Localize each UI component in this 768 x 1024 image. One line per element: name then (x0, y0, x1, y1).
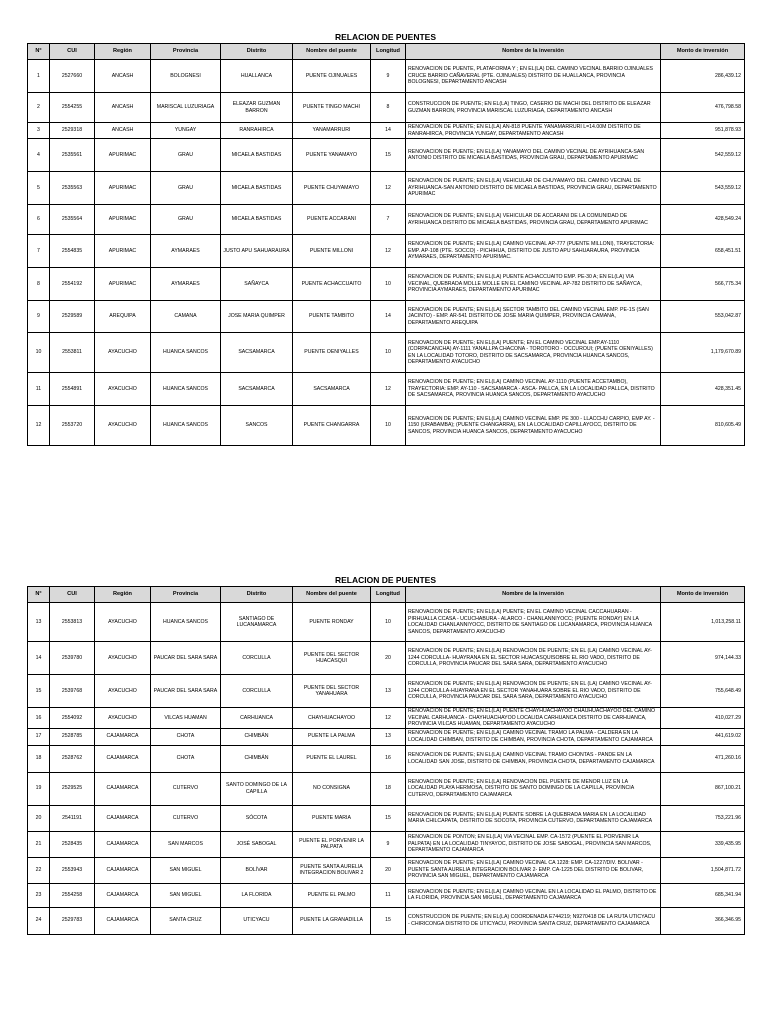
cell-amount: 658,451.51 (661, 235, 745, 268)
cell-region: CAJAMARCA (95, 805, 151, 831)
cell-province: CAMANA (151, 301, 221, 333)
cell-amount: 974,144.33 (661, 642, 745, 675)
cell-district: CORCULLA (221, 675, 293, 708)
cell-region: AYACUCHO (95, 333, 151, 373)
cell-district: MICAELA BASTIDAS (221, 139, 293, 172)
col-header-region: Región (95, 44, 151, 60)
cell-bridge-name: PUENTE EL PORVENIR LA PALPATA (293, 831, 371, 857)
cell-length: 11 (371, 883, 406, 907)
cell-number: 4 (28, 139, 50, 172)
cell-number: 22 (28, 857, 50, 883)
cell-cui: 2528762 (50, 745, 95, 772)
cell-district: MICAELA BASTIDAS (221, 172, 293, 205)
cell-bridge-name: PUENTE RONDAY (293, 603, 371, 642)
cell-district: LA FLORIDA (221, 883, 293, 907)
table-row (28, 406, 745, 446)
cell-number: 11 (28, 373, 50, 406)
cell-bridge-name: PUENTE ACHACCUAITO (293, 268, 371, 301)
cell-region: CAJAMARCA (95, 831, 151, 857)
cell-number: 12 (28, 406, 50, 446)
cell-district: UTICYACU (221, 907, 293, 934)
cell-amount: 685,341.94 (661, 883, 745, 907)
cell-investment-name: RENOVACION DE PUENTE; EN EL(LA) YANAMAYO DEL CAMINO VECINAL DE AYRIHUANCA-SAN ANTONIO DISTRITO DE MICAELA BASTIDAS, PROVINCIA GRAU, DEPARTAMENTO APURIMAC (406, 139, 661, 172)
col-header-district: Distrito (221, 44, 293, 60)
cell-region: APURIMAC (95, 235, 151, 268)
cell-amount: 441,619.02 (661, 728, 745, 745)
cell-investment-name: RENOVACION DE PUENTE; EN EL(LA) CAMINO VECINAL EN LA LOCALIDAD EL PALMO, DISTRITO DE LA FLORIDA, PROVINCIA SAN MIGUEL, DEPARTAMENTO CAJAMARCA (406, 883, 661, 907)
cell-length: 9 (371, 831, 406, 857)
cell-number: 16 (28, 708, 50, 729)
cell-length: 12 (371, 235, 406, 268)
cell-region: APURIMAC (95, 268, 151, 301)
cell-bridge-name: PUENTE DEL SECTOR YANAHUARA (293, 675, 371, 708)
cell-cui: 2554258 (50, 883, 95, 907)
cell-cui: 2554192 (50, 268, 95, 301)
cell-length: 20 (371, 642, 406, 675)
cell-province: GRAU (151, 139, 221, 172)
cell-amount: 543,559.12 (661, 172, 745, 205)
cell-bridge-name: PUENTE EL LAUREL (293, 745, 371, 772)
cell-region: AYACUCHO (95, 642, 151, 675)
cell-cui: 2535563 (50, 172, 95, 205)
cell-investment-name: RENOVACION DE PUENTE; EN EL(LA) PUENTE SOBRE LA QUEBRADA MARIA EN LA LOCALIDAD MARIA CHILCAPATA, DISTRITO DE SOCOTA, PROVINCIA CUTERVO, DEPARTAMENTO CAJAMARCA (406, 805, 661, 831)
cell-bridge-name: NO CONSIGNA (293, 772, 371, 805)
cell-investment-name: RENOVACION DE PUENTE; EN EL(LA) PUENTE ACHACCUAITO EMP. PE-30 A; EN EL(LA) VIA VECINAL, QUEBRADA MOLLE MOLLE EN EL CAMINO VECINAL AP-782 DISTRITO DE SAÑAYCA, PROVINCIA AYMARAES, DEPARTAMENTO APURIMAC (406, 268, 661, 301)
cell-cui: 2529318 (50, 123, 95, 139)
cell-district: BOLÍVAR (221, 857, 293, 883)
cell-cui: 2539768 (50, 675, 95, 708)
cell-length: 13 (371, 728, 406, 745)
cell-district: CHIMBÁN (221, 745, 293, 772)
cell-number: 23 (28, 883, 50, 907)
cell-province: HUANCA SANCOS (151, 373, 221, 406)
col-header-province: Provincia (151, 587, 221, 603)
cell-province: GRAU (151, 205, 221, 235)
cell-investment-name: RENOVACION DE PONTON; EN EL(LA) VIA VECINAL EMP. CA-1572 (PUENTE EL PORVENIR LA PALPATA) EN LA LOCALIDAD TINYAYOC, DISTRITO DE JOSE SABOGAL, PROVINCIA SAN MARCOS, DEPARTAMENTO CAJAMARCA (406, 831, 661, 857)
cell-region: CAJAMARCA (95, 728, 151, 745)
cell-amount: 339,435.95 (661, 831, 745, 857)
cell-amount: 471,260.16 (661, 745, 745, 772)
cell-amount: 366,346.95 (661, 907, 745, 934)
table-row (28, 205, 745, 235)
cell-province: VILCAS HUAMAN (151, 708, 221, 729)
cell-length: 15 (371, 805, 406, 831)
page-title: RELACION DE PUENTES (334, 575, 437, 585)
page-title: RELACION DE PUENTES (334, 32, 437, 42)
col-header-number: N° (28, 587, 50, 603)
cell-district: SAÑAYCA (221, 268, 293, 301)
cell-district: SANTO DOMINGO DE LA CAPILLA (221, 772, 293, 805)
cell-bridge-name: PUENTE CHANGARRA (293, 406, 371, 446)
cell-bridge-name: PUENTE DEL SECTOR HUACASQUI (293, 642, 371, 675)
cell-cui: 2553720 (50, 406, 95, 446)
cell-region: ANCASH (95, 123, 151, 139)
cell-province: SAN MIGUEL (151, 883, 221, 907)
cell-province: SAN MARCOS (151, 831, 221, 857)
cell-district: SÓCOTA (221, 805, 293, 831)
cell-bridge-name: YANAMARRURI (293, 123, 371, 139)
cell-cui: 2528435 (50, 831, 95, 857)
cell-amount: 810,605.49 (661, 406, 745, 446)
cell-province: PAUCAR DEL SARA SARA (151, 642, 221, 675)
cell-investment-name: RENOVACION DE PUENTE; EN EL(LA) PUENTE; EN EL CAMINO VECINAL CACCAHUARAN - PIRHUALLA CCASA - UCUCHABURA - ALARCO - CHANLANNIYOCC; (PUENTE RONDAY) EN LA LOCALIDAD CHANLANNIYOCC, DISTRITO DE SANTIAGO DE LUCANAMARCA, PROVINCIA HUANCA SANCOS, DEPARTAMENTO AYACUCHO (406, 603, 661, 642)
cell-cui: 2554255 (50, 93, 95, 123)
bridges-table (27, 43, 745, 446)
cell-number: 17 (28, 728, 50, 745)
cell-cui: 2527660 (50, 60, 95, 93)
cell-district: SACSAMARCA (221, 333, 293, 373)
table-row (28, 139, 745, 172)
cell-province: CHOTA (151, 745, 221, 772)
col-header-bridge-name: Nombre del puente (293, 44, 371, 60)
col-header-province: Provincia (151, 44, 221, 60)
cell-number: 3 (28, 123, 50, 139)
cell-number: 14 (28, 642, 50, 675)
cell-region: AYACUCHO (95, 373, 151, 406)
cell-length: 20 (371, 857, 406, 883)
cell-number: 21 (28, 831, 50, 857)
cell-amount: 951,878.93 (661, 123, 745, 139)
cell-amount: 542,559.12 (661, 139, 745, 172)
cell-investment-name: RENOVACION DE PUENTE; EN EL(LA) SECTOR TAMBITO DEL CAMINO VECINAL EMP. PE-1S (SAN JACINTO) - EMP. AR-541 DISTRITO DE JOSE MARIA QUIMPER, PROVINCIA CAMANA, DEPARTAMENTO AREQUIPA (406, 301, 661, 333)
cell-province: PAUCAR DEL SARA SARA (151, 675, 221, 708)
col-header-investment-name: Nombre de la inversión (406, 587, 661, 603)
cell-length: 14 (371, 301, 406, 333)
cell-bridge-name: PUENTE EL PALMO (293, 883, 371, 907)
cell-number: 6 (28, 205, 50, 235)
cell-province: HUANCA SANCOS (151, 406, 221, 446)
cell-province: MARISCAL LUZURIAGA (151, 93, 221, 123)
cell-length: 10 (371, 406, 406, 446)
cell-district: JUSTO APU SAHUARAURA (221, 235, 293, 268)
table-row (28, 907, 745, 934)
cell-investment-name: CONSTRUCCION DE PUENTE; EN EL(LA) TINGO, CASERIO DE MACHI DEL DISTRITO DE ELEAZAR GUZMAN BARRON, PROVINCIA MARISCAL LUZURIAGA, DEPARTAMENTO ANCASH (406, 93, 661, 123)
cell-district: CORCULLA (221, 642, 293, 675)
table-row (28, 675, 745, 708)
cell-length: 12 (371, 708, 406, 729)
cell-length: 13 (371, 675, 406, 708)
table-header (28, 587, 745, 603)
cell-district: CHIMBÁN (221, 728, 293, 745)
cell-district: SACSAMARCA (221, 373, 293, 406)
table-row (28, 642, 745, 675)
cell-number: 19 (28, 772, 50, 805)
cell-cui: 2539780 (50, 642, 95, 675)
cell-province: BOLOGNESI (151, 60, 221, 93)
cell-region: CAJAMARCA (95, 745, 151, 772)
cell-region: APURIMAC (95, 172, 151, 205)
table-row (28, 268, 745, 301)
cell-cui: 2554092 (50, 708, 95, 729)
cell-number: 20 (28, 805, 50, 831)
cell-region: AYACUCHO (95, 675, 151, 708)
cell-district: ELEAZAR GUZMAN BARRON (221, 93, 293, 123)
cell-cui: 2553813 (50, 603, 95, 642)
cell-district: SANTIAGO DE LUCANAMARCA (221, 603, 293, 642)
cell-bridge-name: SACSAMARCA (293, 373, 371, 406)
cell-district: RANRAHIRCA (221, 123, 293, 139)
col-header-length: Longitud (371, 44, 406, 60)
cell-cui: 2553943 (50, 857, 95, 883)
bridges-table (27, 586, 745, 935)
cell-cui: 2529783 (50, 907, 95, 934)
cell-number: 15 (28, 675, 50, 708)
table-header (28, 44, 745, 60)
table-row (28, 373, 745, 406)
cell-number: 18 (28, 745, 50, 772)
cell-cui: 2553811 (50, 333, 95, 373)
cell-length: 10 (371, 603, 406, 642)
cell-region: CAJAMARCA (95, 857, 151, 883)
cell-length: 8 (371, 93, 406, 123)
cell-investment-name: RENOVACION DE PUENTE; EN EL(LA) CAMINO VECINAL CA 1228: EMP. CA-1227/DIV. BOLIVAR - PUENTE SANTA AURELIA INTEGRACION BOLIVAR 2- EMP. CA-1225 DEL DISTRITO DE BOLIVAR, PROVINCIA SAN MIGUEL, DEPARTAMENTO CAJAMARCA (406, 857, 661, 883)
cell-amount: 1,013,258.11 (661, 603, 745, 642)
table-row (28, 123, 745, 139)
cell-province: CHOTA (151, 728, 221, 745)
cell-number: 9 (28, 301, 50, 333)
cell-cui: 2554835 (50, 235, 95, 268)
cell-region: AYACUCHO (95, 603, 151, 642)
table-row (28, 857, 745, 883)
cell-bridge-name: PUENTE SANTA AURELIA INTEGRACION BOLIVAR 2 (293, 857, 371, 883)
cell-bridge-name: PUENTE OENIYALLES (293, 333, 371, 373)
table-body (28, 60, 745, 446)
cell-investment-name: CONSTRUCCION DE PUENTE; EN EL(LA) COORDENADA E744219; N9270418 DE LA RUTA UTICYACU - CHIRICONGA DISTRITO DE UTICYACU, PROVINCIA SANTA CRUZ, DEPARTAMENTO CAJAMARCA (406, 907, 661, 934)
cell-length: 18 (371, 772, 406, 805)
cell-province: SAN MIGUEL (151, 857, 221, 883)
cell-number: 8 (28, 268, 50, 301)
cell-amount: 553,042.87 (661, 301, 745, 333)
cell-region: APURIMAC (95, 205, 151, 235)
table-row (28, 883, 745, 907)
cell-length: 16 (371, 745, 406, 772)
col-header-amount: Monto de inversión (661, 44, 745, 60)
cell-amount: 476,798.58 (661, 93, 745, 123)
table-row (28, 301, 745, 333)
cell-investment-name: RENOVACION DE PUENTE; EN EL(LA) CAMINO VECINAL AP-777 (PUENTE MILLONI), TRAYECTORIA: EMP. AP-108 (PTE. SOCCO) - PICHIHUA, DISTRITO DE JUSTO APU SAHUARAURA, PROVINCIA AYMARAES, DEPARTAMENTO APURIMAC. (406, 235, 661, 268)
col-header-amount: Monto de inversión (661, 587, 745, 603)
cell-bridge-name: PUENTE YANAMAYO (293, 139, 371, 172)
cell-investment-name: RENOVACION DE PUENTE; EN EL(LA) PUENTE; EN EL CAMINO VECINAL EMP.AY-1110 (CORPACANCHA) AY-1111 YANALLPA CHACONA - TOROTORO - OCCUROUI; (PUENTE OENIYALLES) EN LA LOCALIDAD TOTORO, DISTRITO DE SACSAMARCA, PROVINCIA HUANCA SANCOS, DEPARTAMENTO AYACUCHO (406, 333, 661, 373)
table-row (28, 745, 745, 772)
cell-investment-name: RENOVACION DE PUENTE; EN EL(LA) RENOVACION DEL PUENTE DE MENOR LUZ EN LA LOCALIDAD PLAYA HERMOSA, DISTRITO DE SANTO DOMINGO DE LA CAPILLA, PROVINCIA CUTERVO, DEPARTAMENTO CAJAMARCA (406, 772, 661, 805)
table-row (28, 235, 745, 268)
table-row (28, 172, 745, 205)
cell-bridge-name: PUENTE LA PALMA (293, 728, 371, 745)
cell-length: 15 (371, 139, 406, 172)
cell-investment-name: RENOVACION DE PUENTE; EN EL(LA) RENOVACION DE PUENTE; EN EL (LA) CAMINO VECINAL AY-1244 CORCULLA- HUAYRANA EN EL SECTOR HUACASQUISOBRE EL RIO VADO, DISTRITO DE CORCULLA, PROVINCIA PAUCAR DEL SARA SARA, DEPARTAMENTO AYACUCHO (406, 642, 661, 675)
cell-bridge-name: PUENTE MILLONI (293, 235, 371, 268)
cell-district: HUALLANCA (221, 60, 293, 93)
cell-investment-name: RENOVACION DE PUENTE; EN EL(LA) CAMINO VECINAL TRAMO CHONTAS - PANDE EN LA LOCALIDAD SAN JOSE, DISTRITO DE CHIMBAN, PROVINCIA CHOTA, DEPARTAMENTO CAJAMARCA (406, 745, 661, 772)
cell-region: ANCASH (95, 60, 151, 93)
cell-region: AYACUCHO (95, 406, 151, 446)
page-2 (27, 574, 744, 935)
table-row (28, 728, 745, 745)
cell-cui: 2535561 (50, 139, 95, 172)
table-row (28, 93, 745, 123)
cell-investment-name: RENOVACION DE PUENTE; EN EL(LA) VEHICULAR DE CHUYAMAYO DEL CAMINO VECINAL DE AYRIHUANCA-SAN ANTONIO DISTRITO DE MICAELA BASTIDAS, PROVINCIA GRAU, DEPARTAMENTO APURIMAC (406, 172, 661, 205)
cell-province: HUANCA SANCOS (151, 333, 221, 373)
cell-investment-name: RENOVACION DE PUENTE; EN EL(LA) PUENTE CHAYHUACHAYOO CHAUHUACHAYOO DEL CAMINO VECINAL CARHUANCA - CHAYHUACHAYOO LOCALIDA CARHUANCA DISTRITO DE CARHUANCA, PROVINCIA VILCAS HUAMAN, DEPARTAMENTO AYACUCHO (406, 708, 661, 729)
cell-amount: 1,179,670.89 (661, 333, 745, 373)
cell-region: CAJAMARCA (95, 883, 151, 907)
cell-length: 7 (371, 205, 406, 235)
col-header-cui: CUI (50, 587, 95, 603)
cell-cui: 2529525 (50, 772, 95, 805)
cell-number: 10 (28, 333, 50, 373)
cell-bridge-name: PUENTE OJINUALES (293, 60, 371, 93)
table-row (28, 805, 745, 831)
cell-investment-name: RENOVACION DE PUENTE; EN EL(LA) CAMINO VECINAL TRAMO LA PALMA - CALDERA EN LA LOCALIDAD CHIMBAN, DISTRITO DE CHIMBAN, PROVINCIA CHOTA, DEPARTAMENTO CAJAMARCA (406, 728, 661, 745)
cell-bridge-name: PUENTE ACCARANI (293, 205, 371, 235)
cell-district: JOSE MARIA QUIMPER (221, 301, 293, 333)
cell-length: 14 (371, 123, 406, 139)
cell-region: APURIMAC (95, 139, 151, 172)
cell-amount: 286,439.12 (661, 60, 745, 93)
cell-province: GRAU (151, 172, 221, 205)
cell-province: AYMARAES (151, 268, 221, 301)
cell-amount: 410,027.29 (661, 708, 745, 729)
cell-cui: 2529589 (50, 301, 95, 333)
cell-province: CUTERVO (151, 772, 221, 805)
col-header-district: Distrito (221, 587, 293, 603)
col-header-investment-name: Nombre de la inversión (406, 44, 661, 60)
cell-cui: 2541191 (50, 805, 95, 831)
cell-bridge-name: PUENTE CHUYAMAYO (293, 172, 371, 205)
col-header-cui: CUI (50, 44, 95, 60)
cell-number: 1 (28, 60, 50, 93)
cell-region: ANCASH (95, 93, 151, 123)
cell-bridge-name: PUENTE LA GRANADILLA (293, 907, 371, 934)
cell-amount: 428,549.24 (661, 205, 745, 235)
table-row (28, 333, 745, 373)
col-header-region: Región (95, 587, 151, 603)
cell-number: 2 (28, 93, 50, 123)
cell-length: 12 (371, 172, 406, 205)
cell-district: MICAELA BASTIDAS (221, 205, 293, 235)
cell-number: 13 (28, 603, 50, 642)
cell-region: CAJAMARCA (95, 907, 151, 934)
cell-investment-name: RENOVACION DE PUENTE; EN EL(LA) VEHICULAR DE ACCARANI DE LA COMUNIDAD DE AYRIHUANCA DISTRITO DE MICAELA BASTIDAS, PROVINCIA GRAU, DEPARTAMENTO APURIMAC (406, 205, 661, 235)
table-body (28, 603, 745, 935)
table-row (28, 708, 745, 729)
cell-investment-name: RENOVACION DE PUENTE, PLATAFORMA Y ; EN EL(LA) DEL CAMINO VECINAL BARRIO OJINUALES CRUCE BARRIO CAÑAVERAL (PTE. OJINUALES) DISTRITO DE HUALLANCA, PROVINCIA BOLOGNESI, DEPARTAMENTO ANCASH (406, 60, 661, 93)
col-header-length: Longitud (371, 587, 406, 603)
cell-district: SANCOS (221, 406, 293, 446)
table-row (28, 831, 745, 857)
cell-region: AREQUIPA (95, 301, 151, 333)
cell-bridge-name: PUENTE TINGO MACHI (293, 93, 371, 123)
table-row (28, 603, 745, 642)
col-header-bridge-name: Nombre del puente (293, 587, 371, 603)
cell-amount: 867,100.21 (661, 772, 745, 805)
cell-amount: 753,221.96 (661, 805, 745, 831)
cell-amount: 566,775.34 (661, 268, 745, 301)
cell-district: JOSÉ SABOGAL (221, 831, 293, 857)
cell-bridge-name: PUENTE TAMBITO (293, 301, 371, 333)
cell-province: CUTERVO (151, 805, 221, 831)
cell-cui: 2554891 (50, 373, 95, 406)
cell-region: CAJAMARCA (95, 772, 151, 805)
cell-cui: 2528785 (50, 728, 95, 745)
cell-investment-name: RENOVACION DE PUENTE; EN EL(LA) RENOVACION DE PUENTE; EN EL (LA) CAMINO VECINAL AY-1244 CORCULLA-HUAYRANA EN EL SECTOR YANAHUARA SOBRE EL RIO VADO, DISTRITO DE CORCULLA, PROVINCIA PAUCAR DEL SARA SARA, DEPARTAMENTO AYACUCHO (406, 675, 661, 708)
cell-length: 15 (371, 907, 406, 934)
cell-province: SANTA CRUZ (151, 907, 221, 934)
cell-number: 7 (28, 235, 50, 268)
cell-length: 10 (371, 268, 406, 301)
cell-bridge-name: PUENTE MARIA (293, 805, 371, 831)
cell-investment-name: RENOVACION DE PUENTE; EN EL(LA) CAMINO VECINAL EMP. PE 300 - LLACCHU CARPIO, EMP AY. - 1150 (URABAMBA); (PUENTE CHANGARRA), EN LA LOCALIDAD CAPILLAYOCC, DISTRITO DE SANCOS, PROVINCIA HUANCA SANCOS, DEPARTAMENTO AYACUCHO (406, 406, 661, 446)
cell-length: 10 (371, 333, 406, 373)
cell-length: 9 (371, 60, 406, 93)
page-1 (27, 31, 744, 446)
cell-amount: 1,504,871.72 (661, 857, 745, 883)
cell-bridge-name: CHAYHUACHAYOO (293, 708, 371, 729)
table-row (28, 772, 745, 805)
cell-number: 24 (28, 907, 50, 934)
cell-length: 12 (371, 373, 406, 406)
cell-province: YUNGAY (151, 123, 221, 139)
cell-province: AYMARAES (151, 235, 221, 268)
cell-investment-name: RENOVACION DE PUENTE; EN EL(LA) CAMINO VECINAL AY-1110 (PUENTE ACCETAMBO), TRAYECTORIA: EMP. AY-110 - SACSAMARCA - ASCA- PALLCA, EN LA LOCALIDAD PALLCA, DISTRITO DE SACSAMARCA, PROVINCIA HUANCA SANCOS, DEPARTAMENTO AYACUCHO (406, 373, 661, 406)
cell-region: AYACUCHO (95, 708, 151, 729)
cell-province: HUANCA SANCOS (151, 603, 221, 642)
col-header-number: N° (28, 44, 50, 60)
cell-amount: 428,351.45 (661, 373, 745, 406)
cell-amount: 755,648.49 (661, 675, 745, 708)
cell-cui: 2535564 (50, 205, 95, 235)
cell-investment-name: RENOVACION DE PUENTE; EN EL(LA) AN-818 PUENTE YANAMARRURI L=14.00M DISTRITO DE RANRAHIRCA, PROVINCIA YUNGAY, DEPARTAMENTO ANCASH (406, 123, 661, 139)
cell-number: 5 (28, 172, 50, 205)
cell-district: CARHUANCA (221, 708, 293, 729)
table-row (28, 60, 745, 93)
